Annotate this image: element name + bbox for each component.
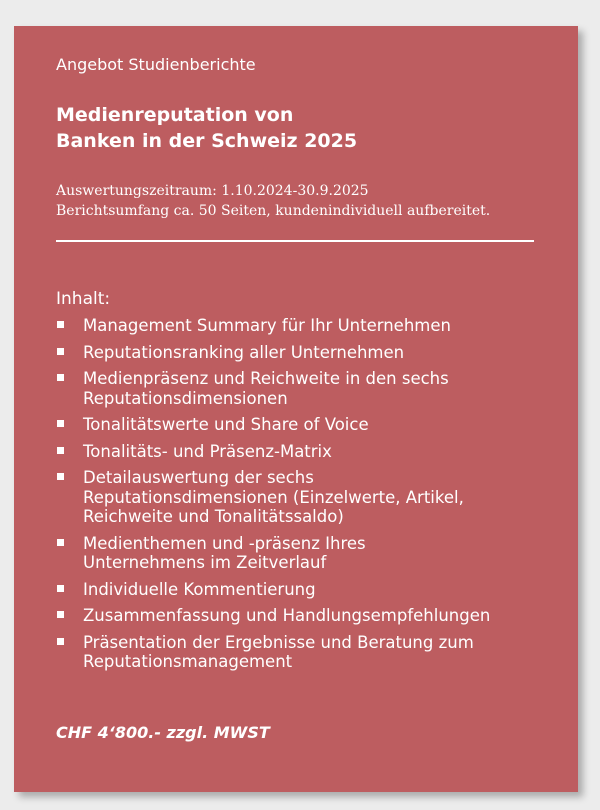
- list-item: [56, 580, 556, 600]
- report-title: [56, 102, 357, 154]
- price: CHF 4‘800.- zzgl. MWST: [56, 723, 270, 742]
- square-bullet-icon: [57, 447, 64, 454]
- square-bullet-icon: [57, 585, 64, 592]
- list-item-label: Reputationsranking aller Unternehmen: [83, 342, 405, 362]
- contents-heading: Inhalt:: [56, 289, 111, 309]
- list-item: [56, 606, 556, 626]
- list-item-label: Individuelle Kommentierung: [83, 579, 316, 599]
- list-item: [56, 468, 556, 527]
- list-item: [56, 343, 556, 363]
- offer-card: [14, 26, 578, 792]
- list-item: [56, 316, 556, 336]
- report-title-line-2: Banken in der Schweiz 2025: [56, 130, 358, 152]
- list-item-label: Tonalitätswerte und Share of Voice: [83, 415, 369, 434]
- square-bullet-icon: [57, 473, 64, 480]
- list-item: [56, 369, 556, 408]
- list-item: [56, 415, 556, 435]
- divider: [56, 240, 534, 242]
- square-bullet-icon: [57, 348, 64, 355]
- report-scope: Berichtsumfang ca. 50 Seiten, kundenindividuell aufbereitet.: [56, 203, 491, 219]
- list-item: [56, 442, 556, 462]
- list-item-label: Präsentation der Ergebnisse und Beratung zum Reputationsmanagement: [83, 632, 474, 671]
- report-title-line-1: Medienreputation von: [56, 104, 294, 126]
- list-item-label: Medienpräsenz und Reichweite in den sechs Reputationsdimensionen: [83, 369, 449, 408]
- evaluation-period: Auswertungszeitraum: 1.10.2024-30.9.2025: [56, 183, 369, 199]
- offer-eyebrow: Angebot Studienberichte: [56, 55, 256, 74]
- report-meta: [56, 181, 490, 221]
- list-item-label: Medienthemen und -präsenz Ihres Unternehmens im Zeitverlauf: [83, 533, 366, 572]
- square-bullet-icon: [57, 374, 64, 381]
- list-item-label: Zusammenfassung und Handlungsempfehlungen: [83, 606, 491, 625]
- square-bullet-icon: [57, 321, 64, 328]
- list-item-label: Management Summary für Ihr Unternehmen: [83, 316, 451, 335]
- contents-list: [56, 316, 556, 679]
- list-item-label: Detailauswertung der sechs Reputationsdimensionen (Einzelwerte, Artikel, Reichweite und Tonalitätssaldo): [83, 468, 464, 526]
- square-bullet-icon: [57, 638, 64, 645]
- list-item: [56, 633, 556, 672]
- list-item-label: Tonalitäts- und Präsenz-Matrix: [83, 441, 332, 461]
- list-item: [56, 534, 556, 573]
- square-bullet-icon: [57, 611, 64, 618]
- square-bullet-icon: [57, 539, 64, 546]
- square-bullet-icon: [57, 420, 64, 427]
